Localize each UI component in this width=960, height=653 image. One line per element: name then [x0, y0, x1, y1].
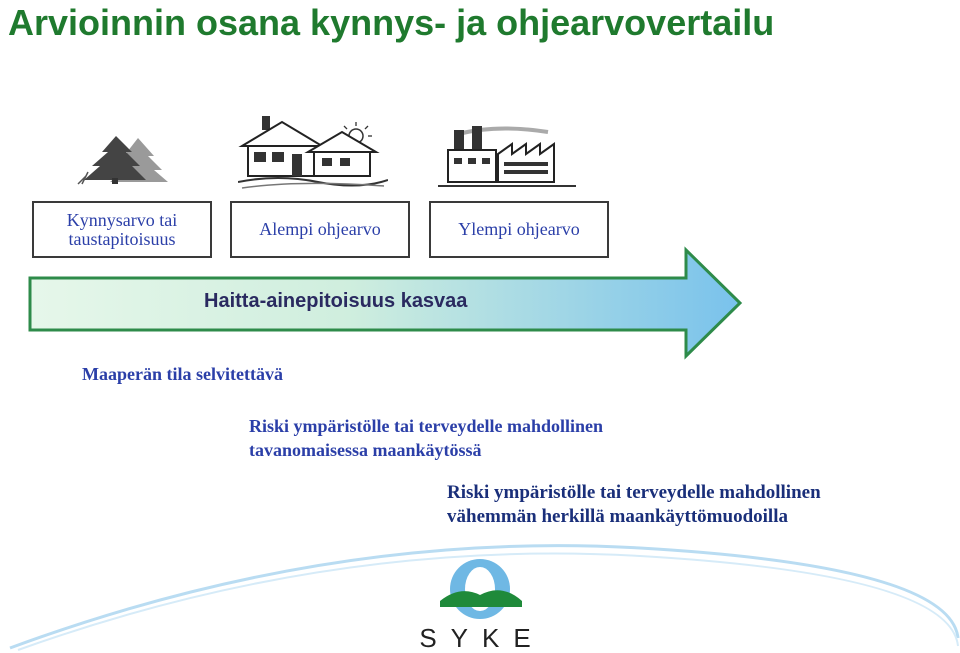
threshold-label-line2: taustapitoisuus [68, 228, 176, 249]
syke-logo-text: SYKE [419, 623, 545, 653]
forest-icon [76, 132, 188, 186]
upper-guideline-label: Ylempi ohjearvo [458, 219, 580, 239]
page-title: Arvioinnin osana kynnys- ja ohjearvovertailu [8, 2, 775, 43]
risk-note-normal-line1: Riski ympäristölle tai terveydelle mahdollinen [249, 416, 603, 436]
risk-note-normal-use [249, 414, 603, 462]
risk-note-less-line1: Riski ympäristölle tai terveydelle mahdollinen [447, 482, 821, 503]
residential-houses-icon [238, 112, 388, 190]
industrial-factory-icon [438, 124, 578, 190]
soil-status-note: Maaperän tila selvitettävä [82, 364, 283, 384]
lower-guideline-label: Alempi ohjearvo [259, 219, 381, 239]
threshold-label-line1: Kynnysarvo tai [66, 209, 178, 230]
arrow-label: Haitta-ainepitoisuus kasvaa [204, 290, 468, 312]
risk-note-normal-line2: tavanomaisessa maankäytössä [249, 440, 482, 460]
risk-note-less-line2: vähemmän herkillä maankäyttömuodoilla [447, 506, 788, 527]
syke-logo [412, 555, 552, 653]
